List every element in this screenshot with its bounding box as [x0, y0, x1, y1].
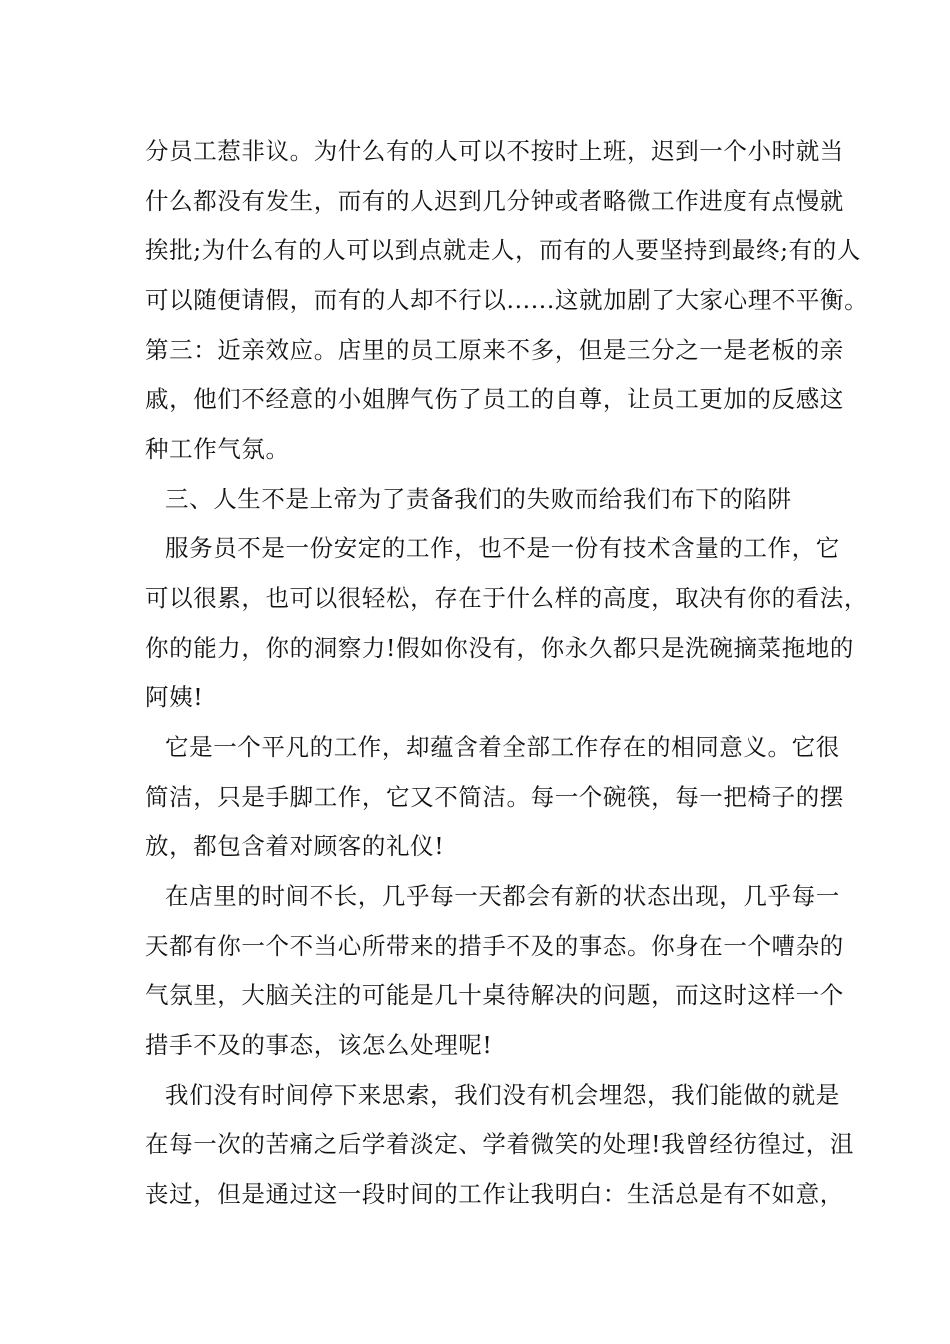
text-line: 什么都没有发生，而有的人迟到几分钟或者略微工作进度有点慢就	[145, 187, 844, 215]
text-line: 简洁，只是手脚工作，它又不简洁。每一个碗筷，每一把椅子的摆	[145, 783, 844, 811]
text-line: 服务员不是一份安定的工作，也不是一份有技术含量的工作，它	[165, 534, 840, 562]
text-line: 你的能力，你的洞察力!假如你没有，你永久都只是洗碗摘菜拖地的	[145, 634, 854, 662]
text-line: 措手不及的事态，该怎么处理呢!	[145, 1031, 493, 1059]
text-line: 种工作气氛。	[145, 435, 290, 463]
text-line: 天都有你一个不当心所带来的措手不及的事态。你身在一个嘈杂的	[145, 932, 844, 960]
section-heading: 三、人生不是上帝为了责备我们的失败而给我们布下的陷阱	[165, 485, 792, 513]
text-line: 在每一次的苦痛之后学着淡定、学着微笑的处理!我曾经彷徨过，沮	[145, 1130, 854, 1158]
text-line: 可以随便请假，而有的人却不行以......这就加剧了大家心理不平衡。	[145, 286, 869, 314]
text-line: 第三：近亲效应。店里的员工原来不多，但是三分之一是老板的亲	[145, 336, 844, 364]
text-line: 气氛里，大脑关注的可能是几十桌待解决的问题，而这时这样一个	[145, 981, 844, 1009]
text-line: 分员工惹非议。为什么有的人可以不按时上班，迟到一个小时就当	[145, 137, 844, 165]
text-line: 丧过，但是通过这一段时间的工作让我明白：生活总是有不如意，	[145, 1180, 844, 1208]
text-line: 我们没有时间停下来思索，我们没有机会埋怨，我们能做的就是	[165, 1081, 840, 1109]
text-line: 在店里的时间不长，几乎每一天都会有新的状态出现，几乎每一	[165, 882, 840, 910]
text-line: 挨批;为什么有的人可以到点就走人，而有的人要坚持到最终;有的人	[145, 236, 861, 264]
text-line: 可以很累，也可以很轻松，存在于什么样的高度，取决有你的看法，	[145, 584, 868, 612]
text-line: 放，都包含着对顾客的礼仪!	[145, 832, 445, 860]
text-line: 它是一个平凡的工作，却蕴含着全部工作存在的相同意义。它很	[165, 733, 840, 761]
text-line: 阿姨!	[145, 683, 204, 711]
text-line: 戚，他们不经意的小姐脾气伤了员工的自尊，让员工更加的反感这	[145, 385, 844, 413]
